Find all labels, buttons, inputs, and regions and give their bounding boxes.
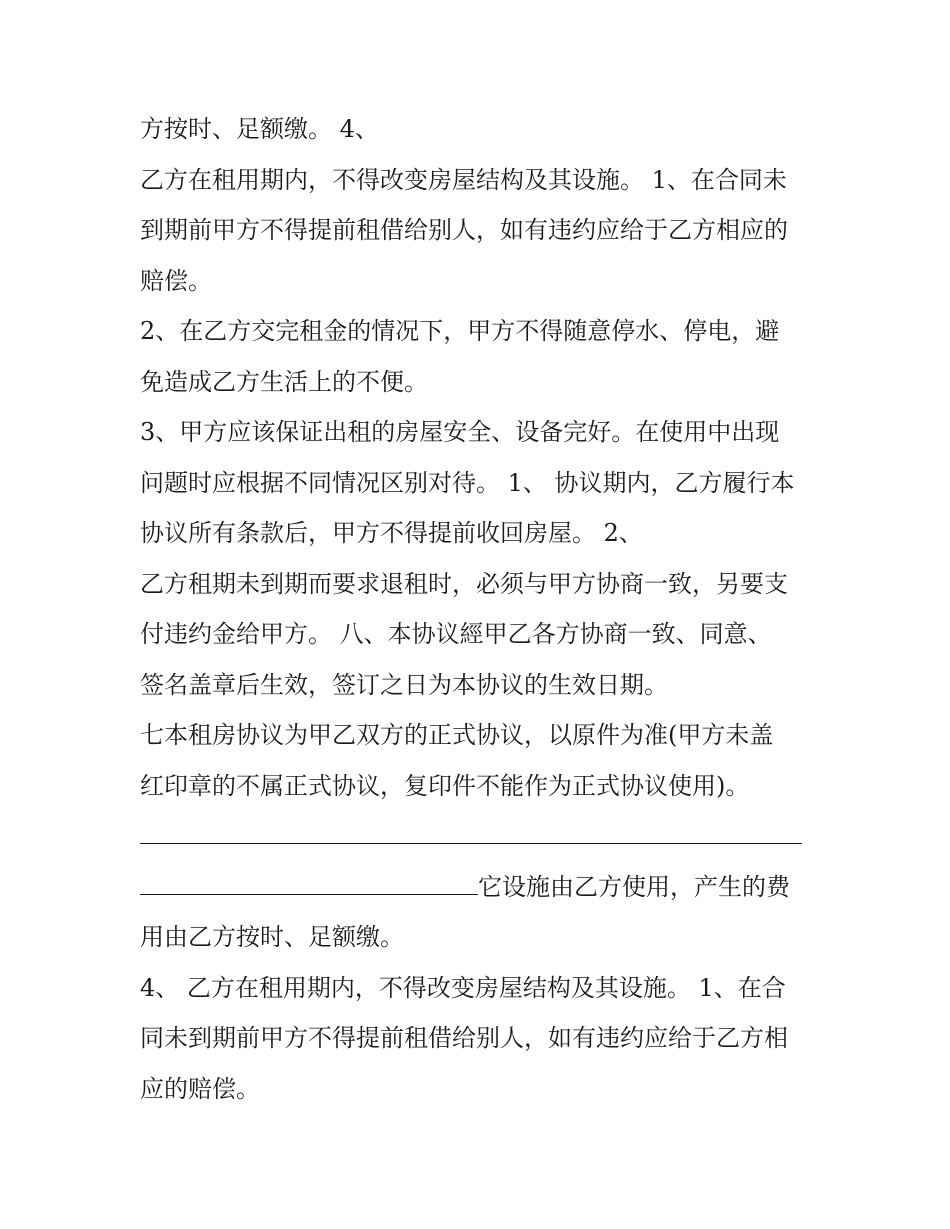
text-line: 同未到期前甲方不得提前租借给别人，如有违约应给于乙方相	[140, 1024, 788, 1052]
text-line: 红印章的不属正式协议，复印件不能作为正式协议使用)。	[140, 771, 750, 800]
text-line: 4、 乙方在租用期内，不得改变房屋结构及其设施。 1、在合	[140, 973, 786, 1002]
text-line: 签名盖章后生效，签订之日为本协议的生效日期。	[140, 670, 668, 699]
blank-fill-line	[140, 811, 820, 862]
text-line: 付违约金给甲方。 八、本协议經甲乙各方协商一致、同意、	[140, 620, 772, 648]
fill-in-blank	[140, 829, 802, 844]
document-body	[140, 104, 820, 1114]
text-line: 乙方在租用期内，不得改变房屋结构及其设施。 1、在合同未	[140, 165, 787, 194]
text-line: 到期前甲方不得提前租借给别人，如有违约应给于乙方相应的	[140, 216, 788, 244]
text-line: 赔偿。	[140, 266, 212, 295]
fill-in-blank	[140, 880, 478, 895]
text-line: 七本租房协议为甲乙双方的正式协议，以原件为准(甲方未盖	[140, 721, 774, 749]
text-line: 问题时应根据不同情况区别对待。 1、 协议期内，乙方履行本	[140, 468, 795, 497]
text-line: 乙方租期未到期而要求退租时，必须与甲方协商一致，另要支	[140, 569, 788, 598]
text-line: 协议所有条款后，甲方不得提前收回房屋。 2、	[140, 519, 643, 547]
text-line: 方按时、足额缴。 4、	[140, 115, 379, 143]
text-line: 用由乙方按时、足额缴。	[140, 923, 404, 951]
blank-fill-line	[140, 862, 820, 913]
text-line: 免造成乙方生活上的不便。	[140, 367, 428, 396]
text-fragment: 它设施由乙方使用，产生的费	[478, 872, 790, 901]
text-line: 应的赔偿。	[140, 1074, 260, 1103]
text-line: 3、甲方应该保证出租的房屋安全、设备完好。在使用中出现	[140, 418, 780, 446]
text-line: 2、在乙方交完租金的情况下，甲方不得随意停水、停电，避	[140, 317, 780, 345]
